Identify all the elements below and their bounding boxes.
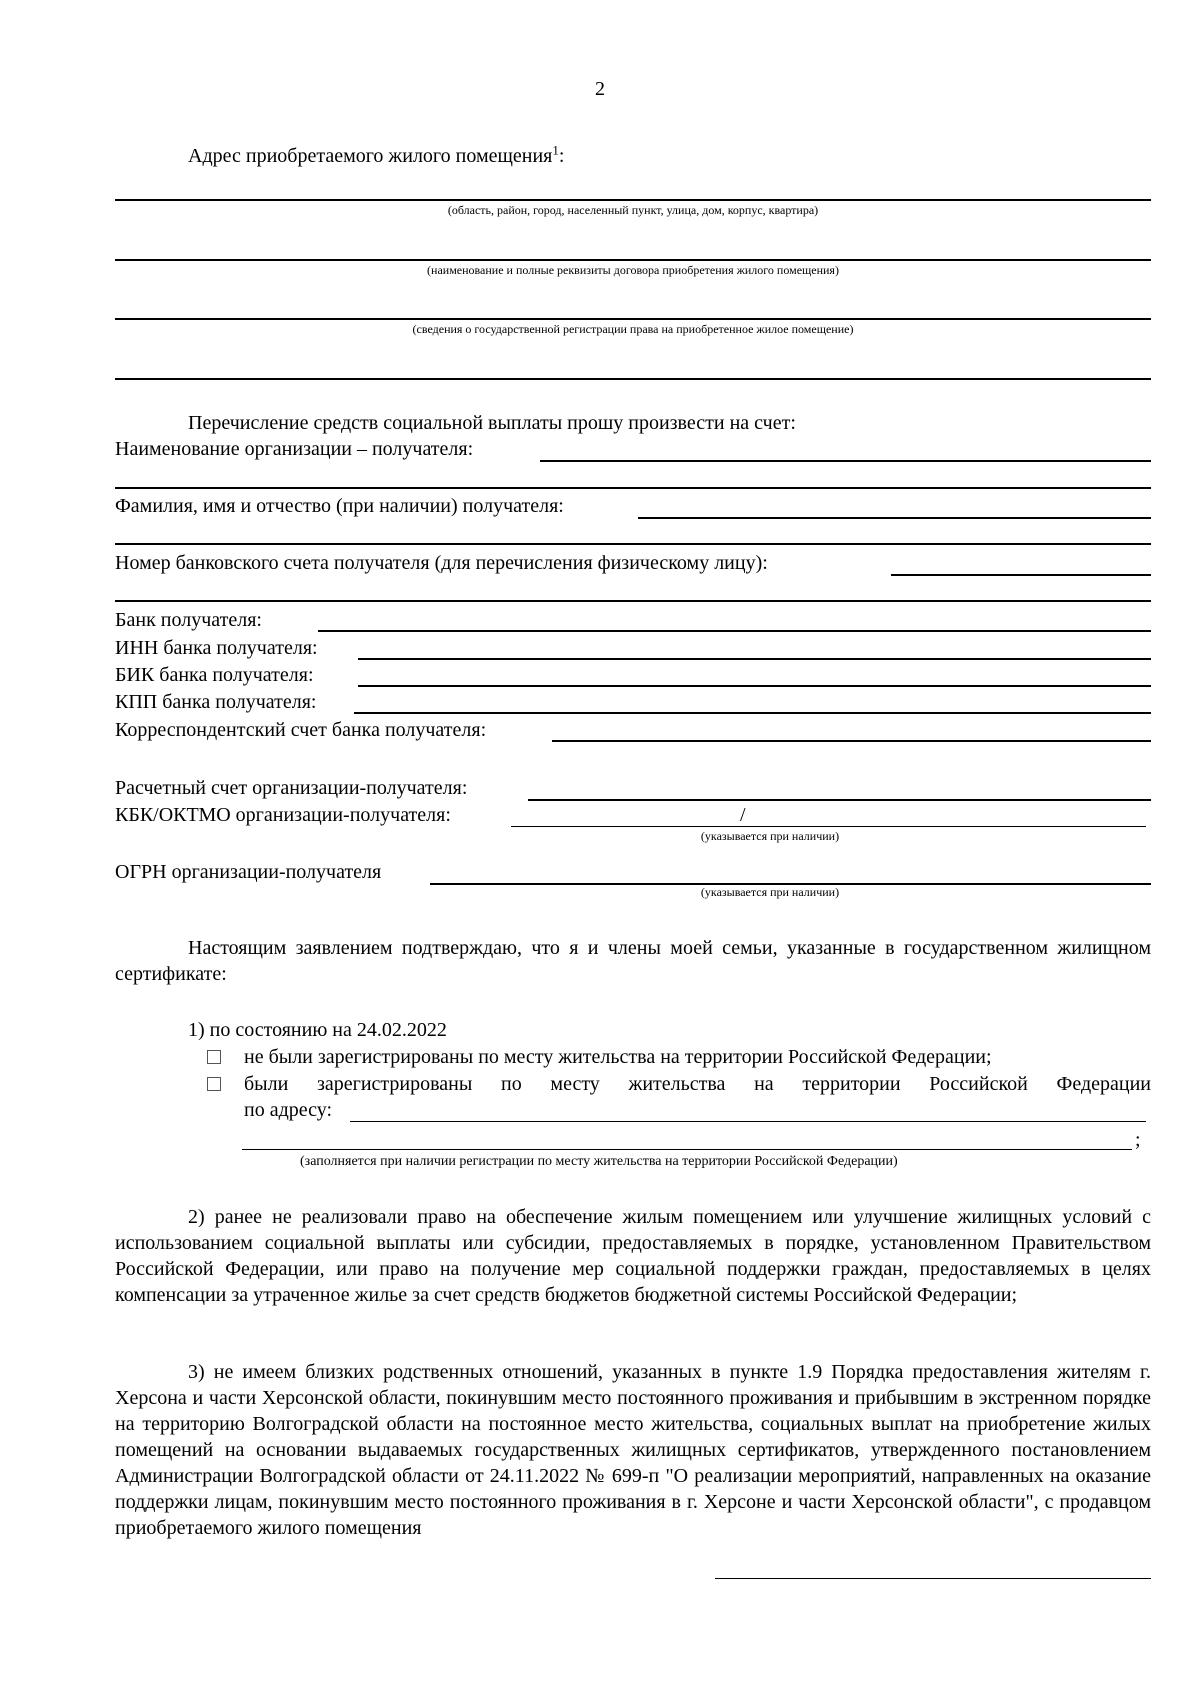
kpp-label: КПП банка получателя: <box>115 691 317 713</box>
footnote-marker: 1 <box>552 142 559 158</box>
option-registered: были зарегистрированы по месту жительства на территории Российской Федерации <box>244 1073 1151 1095</box>
account-field-2[interactable] <box>115 600 1151 602</box>
kbk-caption: (указывается при наличии) <box>700 829 840 843</box>
item-3 <box>115 1359 1151 1541</box>
payment-intro: Перечисление средств социальной выплаты прошу произвести на счет: <box>188 412 796 434</box>
corr-label: Корреспондентский счет банка получателя: <box>115 719 487 741</box>
reg-address-field-2[interactable] <box>242 1149 1132 1150</box>
item-1: 1) по состоянию на 24.02.2022 <box>188 1019 447 1041</box>
address-suffix: : <box>558 145 565 167</box>
org-name-field[interactable] <box>540 460 1151 462</box>
kpp-field[interactable] <box>354 712 1151 714</box>
contract-caption: (наименование и полные реквизиты договора приобретения жилого помещения) <box>427 263 839 277</box>
registration-field[interactable] <box>115 318 1151 320</box>
bik-label: БИК банка получателя: <box>115 664 314 686</box>
org-name-field-2[interactable] <box>115 487 1151 489</box>
page-number: 2 <box>595 78 605 100</box>
confirm-intro: Настоящим заявлением подтверждаю, что я и члены моей семьи, указанные в государственном жилищном сертификате: <box>115 937 1151 985</box>
kbk-field[interactable] <box>511 826 1146 827</box>
bank-label: Банк получателя: <box>115 609 262 631</box>
account-label: Номер банковского счета получателя (для перечисления физическому лицу): <box>115 552 768 574</box>
bank-field[interactable] <box>318 630 1151 632</box>
fio-field[interactable] <box>638 517 1151 519</box>
ogrn-caption: (указывается при наличии) <box>700 885 840 899</box>
reg-address-field[interactable] <box>350 1121 1146 1122</box>
checkbox-registered[interactable] <box>207 1077 221 1091</box>
bik-field[interactable] <box>358 685 1151 687</box>
address-field[interactable] <box>115 199 1151 201</box>
seller-field[interactable] <box>715 1578 1151 1579</box>
option-not-registered: не были зарегистрированы по месту жительства на территории Российской Федерации; <box>244 1046 992 1068</box>
registration-caption: (сведения о государственной регистрации права на приобретенное жилое помещение) <box>412 322 854 336</box>
item-2: 2) ранее не реализовали право на обеспечение жилым помещением или улучшение жилищных условий с использованием социальной выплаты или субсидии, предоставляемых в порядке, установленном Правительством Российской Федерации, или право на получение мер социальной поддержки граждан, предоставляемых в целях компенсации за утраченное жилье за счет средств бюджетов бюджетной системы Российской Федерации; <box>115 1206 1151 1306</box>
reg-caption: (заполняется при наличии регистрации по месту жительства на территории Российской Федерации) <box>300 1154 898 1169</box>
semicolon: ; <box>1135 1129 1141 1151</box>
item-3-text: 3) не имеем близких родственных отношений, указанных в пункте 1.9 Порядка предоставления жителям г. Херсона и части Херсонской области, покинувшим место постоянного проживания и прибывшим в экстренном порядке на территорию Волгоградской области на постоянное место жительства, социальных выплат на приобретение жилых помещений на основании выдаваемых государственных жилищных сертификатов, утвержденного постановлением Администрации Волгоградской области от 24.11.2022 № 699-п "О реализации мероприятий, направленных на оказание поддержки лицам, покинувшим место постоянного проживания в г. Херсоне и части Херсонской области", с продавцом приобретаемого жилого помещения <box>115 1361 1151 1539</box>
address-label: Адрес приобретаемого жилого помещения <box>188 145 553 167</box>
option-registered-cont: по адресу: <box>244 1099 333 1121</box>
settlement-label: Расчетный счет организации-получателя: <box>115 777 468 799</box>
ogrn-label: ОГРН организации-получателя <box>115 861 382 883</box>
address-caption: (область, район, город, населенный пункт, улица, дом, корпус, квартира) <box>447 203 819 217</box>
kbk-label: КБК/ОКТМО организации-получателя: <box>115 804 451 826</box>
corr-field[interactable] <box>552 740 1151 742</box>
fio-field-2[interactable] <box>115 543 1151 545</box>
inn-field[interactable] <box>358 658 1151 660</box>
contract-field[interactable] <box>115 259 1151 261</box>
account-field[interactable] <box>891 574 1151 576</box>
kbk-separator: / <box>740 804 746 826</box>
checkbox-not-registered[interactable] <box>207 1050 221 1064</box>
address-heading <box>188 144 564 168</box>
org-name-label: Наименование организации – получателя: <box>115 438 474 460</box>
extra-field[interactable] <box>115 378 1151 380</box>
inn-label: ИНН банка получателя: <box>115 637 318 659</box>
settlement-field[interactable] <box>528 799 1151 801</box>
fio-label: Фамилия, имя и отчество (при наличии) получателя: <box>115 495 564 517</box>
